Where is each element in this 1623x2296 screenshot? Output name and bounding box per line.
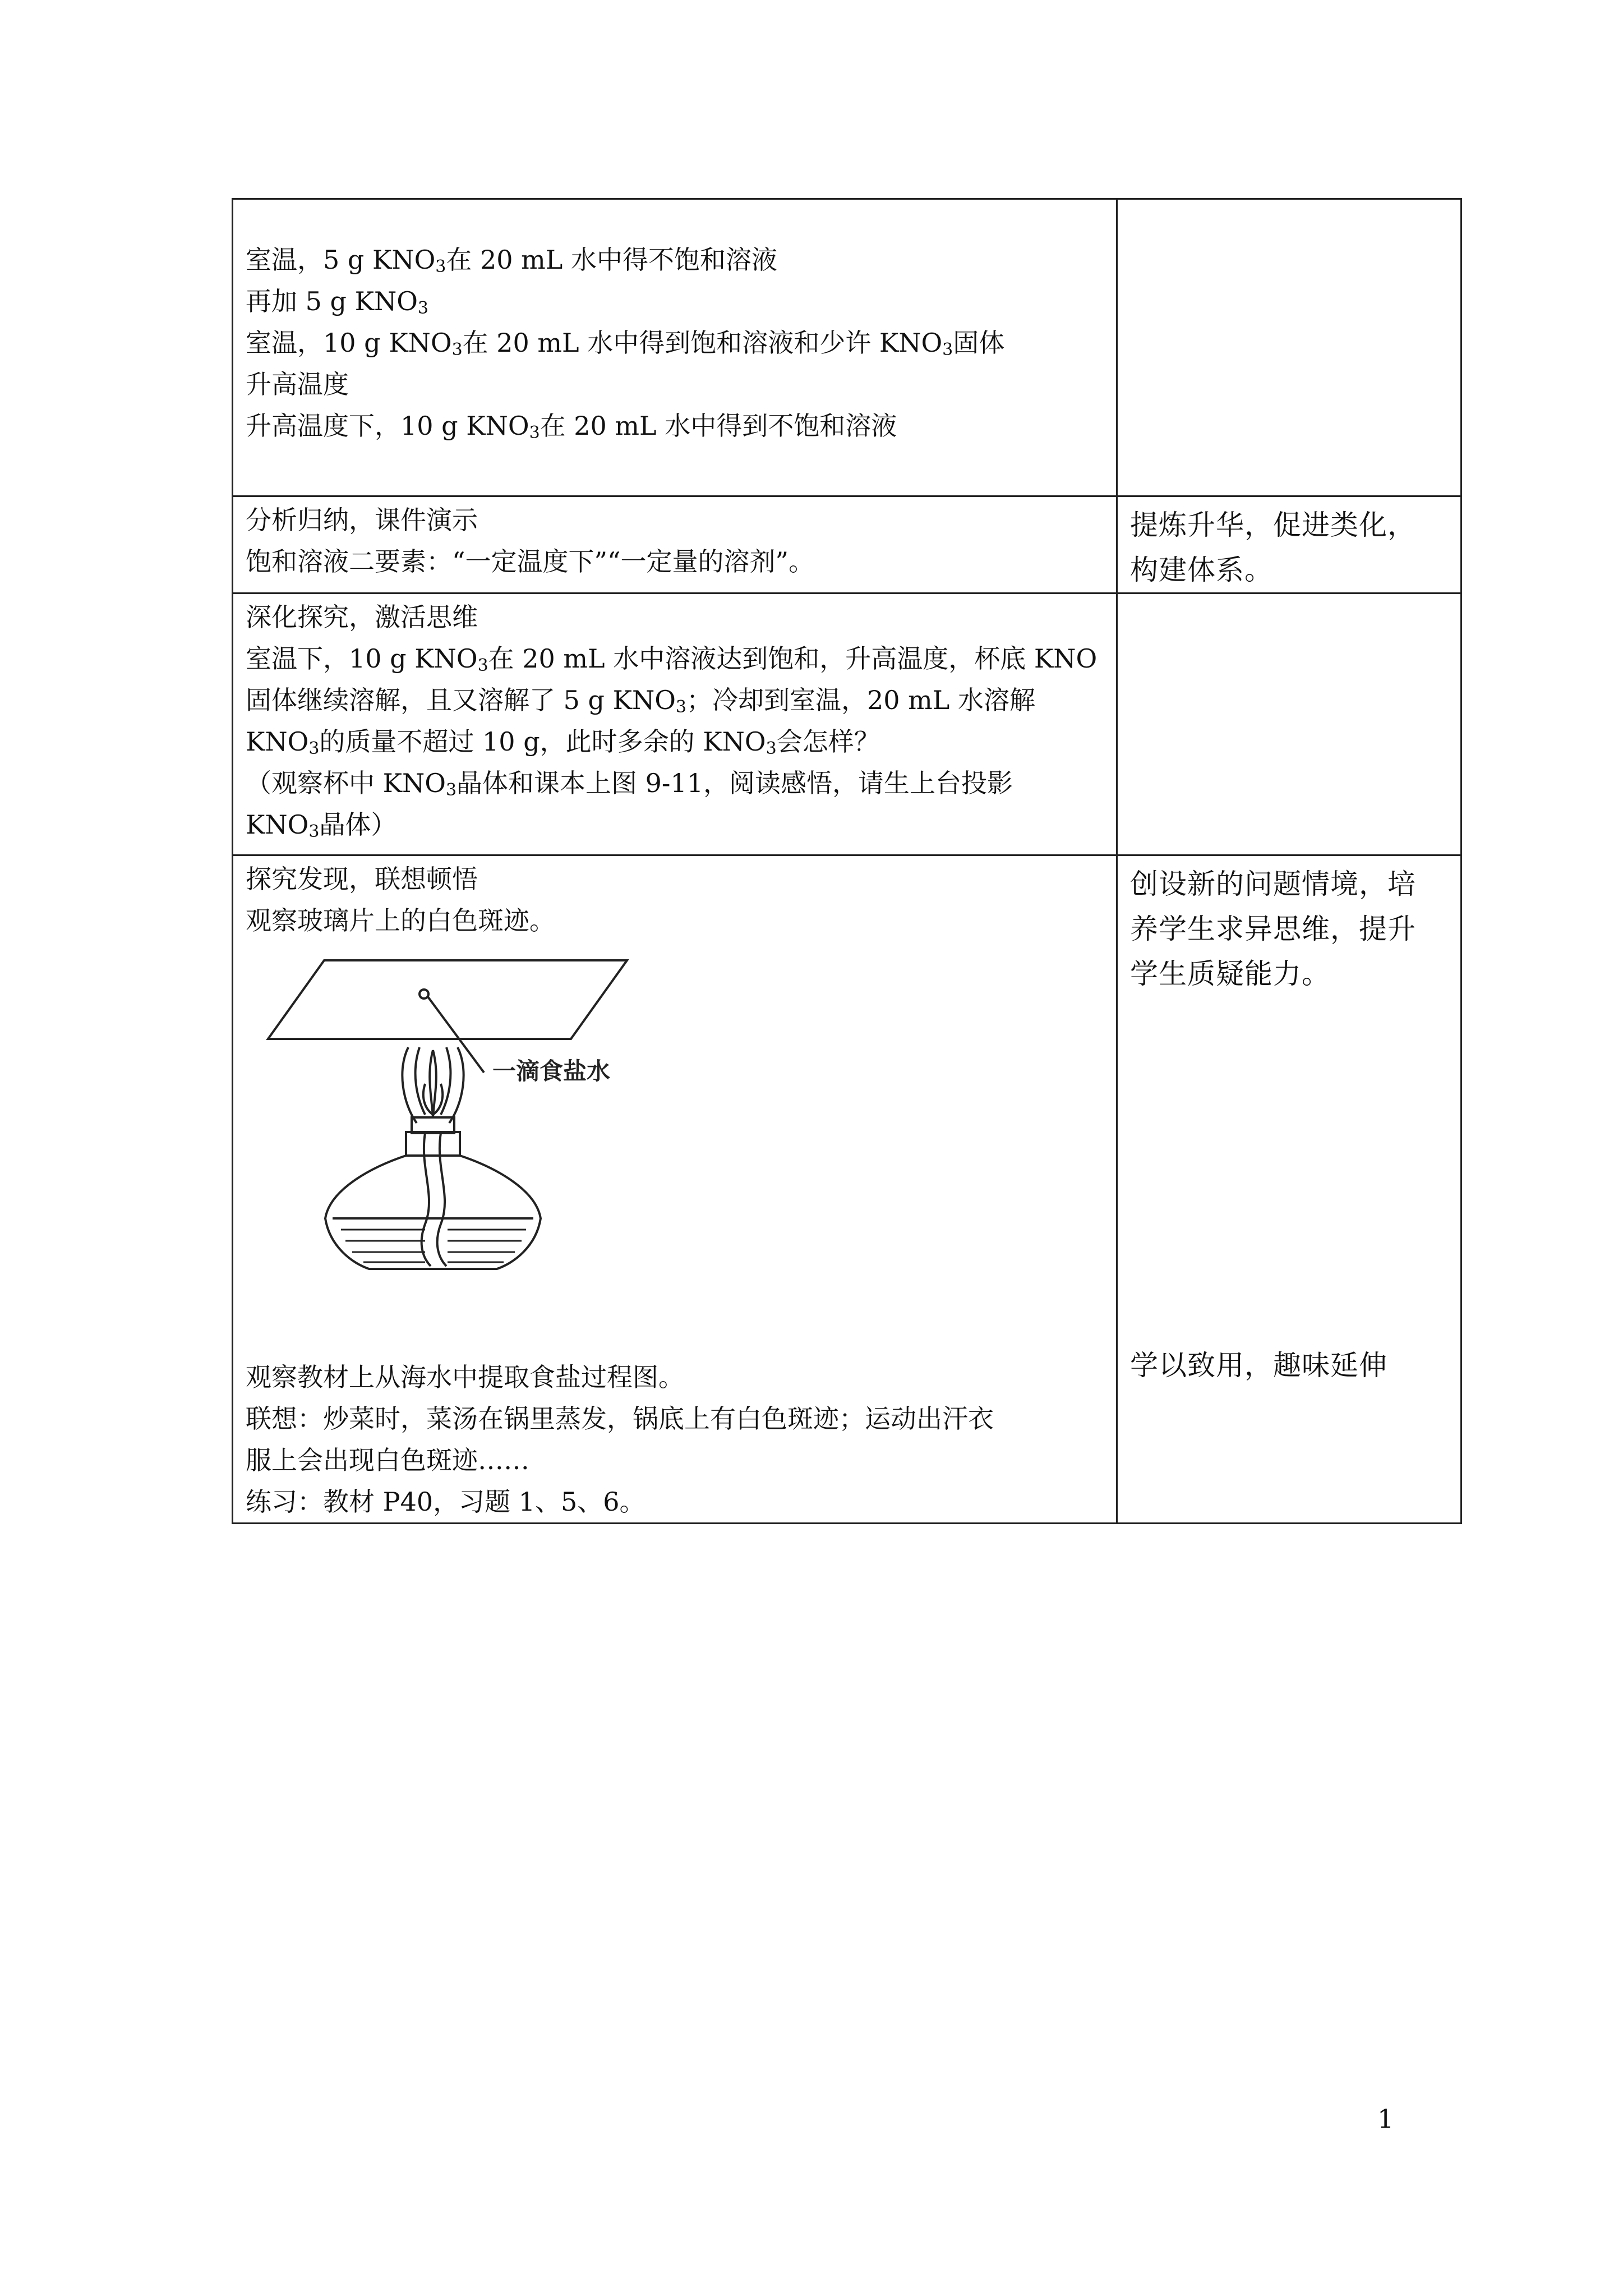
- intent-line: 养学生求异思维，提升: [1130, 913, 1416, 945]
- activity-cell: [233, 855, 1117, 1524]
- lamp-cap: [412, 1117, 454, 1133]
- intent-line: 学生质疑能力。: [1130, 958, 1330, 990]
- leader-line: [428, 997, 484, 1073]
- table-row: [233, 496, 1461, 593]
- intent-cell: [1117, 496, 1461, 593]
- text-line: 室温，5 g $KNO_3$在 20 mL 水中得不饱和溶液: [246, 245, 777, 277]
- text-line: $KNO_3$晶体）: [246, 809, 397, 841]
- text-line: 饱和溶液二要素：“一定温度下”“一定量的溶剂”。: [246, 546, 815, 577]
- text-line: 室温，10 g $KNO_3$在 20 mL 水中得到饱和溶液和少许 $KNO_3$固体: [246, 328, 1005, 360]
- intent-cell: [1117, 199, 1461, 496]
- salt-water-drop: [419, 990, 428, 999]
- glass-plate: [268, 960, 627, 1039]
- activity-cell: [233, 496, 1117, 593]
- intent-cell: [1117, 855, 1461, 1524]
- intent-line: 创设新的问题情境，培: [1130, 868, 1416, 900]
- text-line: 观察玻璃片上的白色斑迹。: [246, 905, 555, 936]
- intent-line: 学以致用，趣味延伸: [1130, 1349, 1387, 1382]
- intent-line: 构建体系。: [1130, 554, 1273, 586]
- text-line: 升高温度: [246, 369, 349, 399]
- alcohol-lamp-figure: [257, 955, 672, 1319]
- activity-cell: [233, 593, 1117, 855]
- table-row: [233, 593, 1461, 855]
- intent-line: 提炼升华，促进类化，: [1130, 509, 1416, 541]
- text-line: 分析归纳，课件演示: [246, 505, 478, 535]
- text-line: 固体继续溶解，且又溶解了 5 g $KNO_3$；冷却到室温，20 mL 水溶解: [246, 685, 1035, 717]
- alcohol-lamp-diagram: [257, 955, 672, 1319]
- text-line: 联想：炒菜时，菜汤在锅里蒸发，锅底上有白色斑迹；运动出汗衣: [246, 1404, 994, 1434]
- lesson-table: [232, 198, 1462, 1524]
- table-row: [233, 855, 1461, 1524]
- text-line: 升高温度下，10 g $KNO_3$在 20 mL 水中得到不饱和溶液: [246, 411, 897, 443]
- text-line: 探究发现，联想顿悟: [246, 864, 478, 894]
- text-line: （观察杯中 $KNO_3$晶体和课本上图 9-11，阅读感悟，请生上台投影: [246, 768, 1013, 800]
- text-line: 深化探究，激活思维: [246, 602, 478, 632]
- text-line: 观察教材上从海水中提取食盐过程图。: [246, 1362, 684, 1392]
- intent-cell: [1117, 593, 1461, 855]
- lamp-neck: [406, 1132, 460, 1156]
- activity-cell: [233, 199, 1117, 496]
- text-line: 服上会出现白色斑迹……: [246, 1445, 529, 1475]
- page-number: 1: [1377, 2104, 1394, 2134]
- table-row: [233, 199, 1461, 496]
- text-line: $KNO_3$的质量不超过 10 g，此时多余的 $KNO_3$会怎样？: [246, 726, 880, 758]
- flame-outline: [402, 1047, 417, 1123]
- drop-label: 一滴食盐水: [492, 1057, 611, 1085]
- text-line: 练习：教材 P40，习题 1、5、6。: [246, 1487, 645, 1517]
- text-line: 再加 5 g $KNO_3$: [246, 286, 428, 318]
- text-line: 室温下，10 g $KNO_3$在 20 mL 水中溶液达到饱和，升高温度，杯底 KNO: [246, 643, 1098, 675]
